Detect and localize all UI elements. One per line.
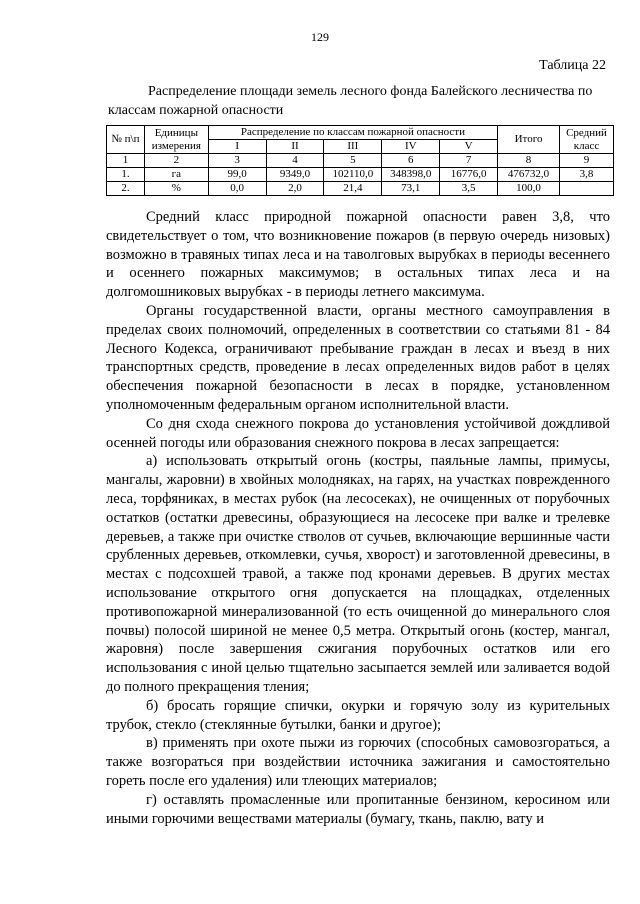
fire-danger-table [106, 125, 614, 196]
table-cell: 21,4 [324, 182, 382, 196]
table-header-row [107, 126, 614, 140]
header-number: № п\п [107, 126, 145, 154]
table-index-row [107, 154, 614, 168]
table-cell: 16776,0 [440, 168, 498, 182]
table-cell: 100,0 [498, 182, 560, 196]
index-cell: 4 [266, 154, 324, 168]
table-cell: 476732,0 [498, 168, 560, 182]
index-cell: 5 [324, 154, 382, 168]
index-cell: 3 [208, 154, 266, 168]
index-cell: 6 [382, 154, 440, 168]
paragraph: Средний класс природной пожарной опасности равен 3,8, что свидетельствует о том, что возникновение пожаров (в первую очередь низовых) возможно в травяных типах леса и на таволговых вырубках в периоды весеннего и осеннего пожарных максимумов; в остальных типах леса и на долгомошниковых вырубках - в периоды летнего максимума. [106, 209, 610, 301]
table-row [107, 182, 614, 196]
table-cell: 9349,0 [266, 168, 324, 182]
table-cell: 2,0 [266, 182, 324, 196]
table-label: Таблица 22 [539, 58, 606, 73]
paragraph: Со дня схода снежного покрова до установления устойчивой дождливой осенней погоды или образования снежного покрова в лесах запрещается: [106, 415, 610, 451]
index-cell: 9 [559, 154, 613, 168]
header-class: II [266, 140, 324, 154]
table-cell: 73,1 [382, 182, 440, 196]
table-caption: Распределение площади земель лесного фонда Балейского лесничества по классам пожарной опасности [108, 84, 593, 118]
table-cell: 99,0 [208, 168, 266, 182]
page-number: 129 [311, 30, 329, 44]
table-cell: 3,8 [559, 168, 613, 182]
index-cell: 1 [107, 154, 145, 168]
header-distribution: Распределение по классам пожарной опасности [208, 126, 497, 140]
table-cell: 102110,0 [324, 168, 382, 182]
index-cell: 8 [498, 154, 560, 168]
paragraph: в) применять при охоте пыжи из горючих (способных самовозгораться, а также возгораться при воздействии источника зажигания и самостоятельно гореть после его удаления) или тлеющих материалов; [106, 735, 610, 789]
table-cell: 3,5 [440, 182, 498, 196]
paragraph: Органы государственной власти, органы местного самоуправления в пределах своих полномочий, определенных в соответствии со статьями 81 - 84 Лесного Кодекса, ограничивают пребывание граждан в лесах и въезд в них транспортных средств, проведение в лесах определенных видов работ в целях обеспечения пожарной безопасности в лесах в порядке, установленном уполномоченным федеральным органом исполнительной власти. [106, 302, 610, 413]
table-cell: 2. [107, 182, 145, 196]
header-class: I [208, 140, 266, 154]
header-total: Итого [498, 126, 560, 154]
table-cell [559, 182, 613, 196]
header-average-class: Средний класс [559, 126, 613, 154]
paragraph: г) оставлять промасленные или пропитанные бензином, керосином или иными горючими веществами материалы (бумагу, ткань, паклю, вату и [106, 791, 610, 827]
index-cell: 7 [440, 154, 498, 168]
paragraph: б) бросать горящие спички, окурки и горячую золу из курительных трубок, стекло (стеклянные бутылки, банки и другое); [106, 697, 610, 733]
header-class: IV [382, 140, 440, 154]
header-class: III [324, 140, 382, 154]
header-class: V [440, 140, 498, 154]
header-unit: Единицы измерения [144, 126, 208, 154]
table-cell: 348398,0 [382, 168, 440, 182]
table-cell: га [144, 168, 208, 182]
table-row [107, 168, 614, 182]
table-cell: 1. [107, 168, 145, 182]
index-cell: 2 [144, 154, 208, 168]
paragraph: а) использовать открытый огонь (костры, паяльные лампы, примусы, мангалы, жаровни) в хвойных молодняках, на гарях, на участках поврежденного леса, торфяниках, в местах рубок (на лесосеках), не очищенных от порубочных остатков (остатки древесины, образующиеся на лесосеке при валке и трелевке деревьев, а также при очистке стволов от сучьев, включающие вершинные части срубленных деревьев, откомлевки, сучья, хворост) и заготовленной древесины, в местах с подсохшей травой, а также под кронами деревьев. В других местах использование открытого огня допускается на площадках, отделенных противопожарной минерализованной (то есть очищенной до минерального слоя почвы) полосой шириной не менее 0,5 метра. Открытый огонь (костер, мангал, жаровня) после завершения сжигания порубочных остатков или его использования с иной целью тщательно засыпается землей или заливается водой до полного прекращения тления; [106, 453, 610, 695]
table-cell: % [144, 182, 208, 196]
body-text [106, 208, 610, 828]
table-cell: 0,0 [208, 182, 266, 196]
